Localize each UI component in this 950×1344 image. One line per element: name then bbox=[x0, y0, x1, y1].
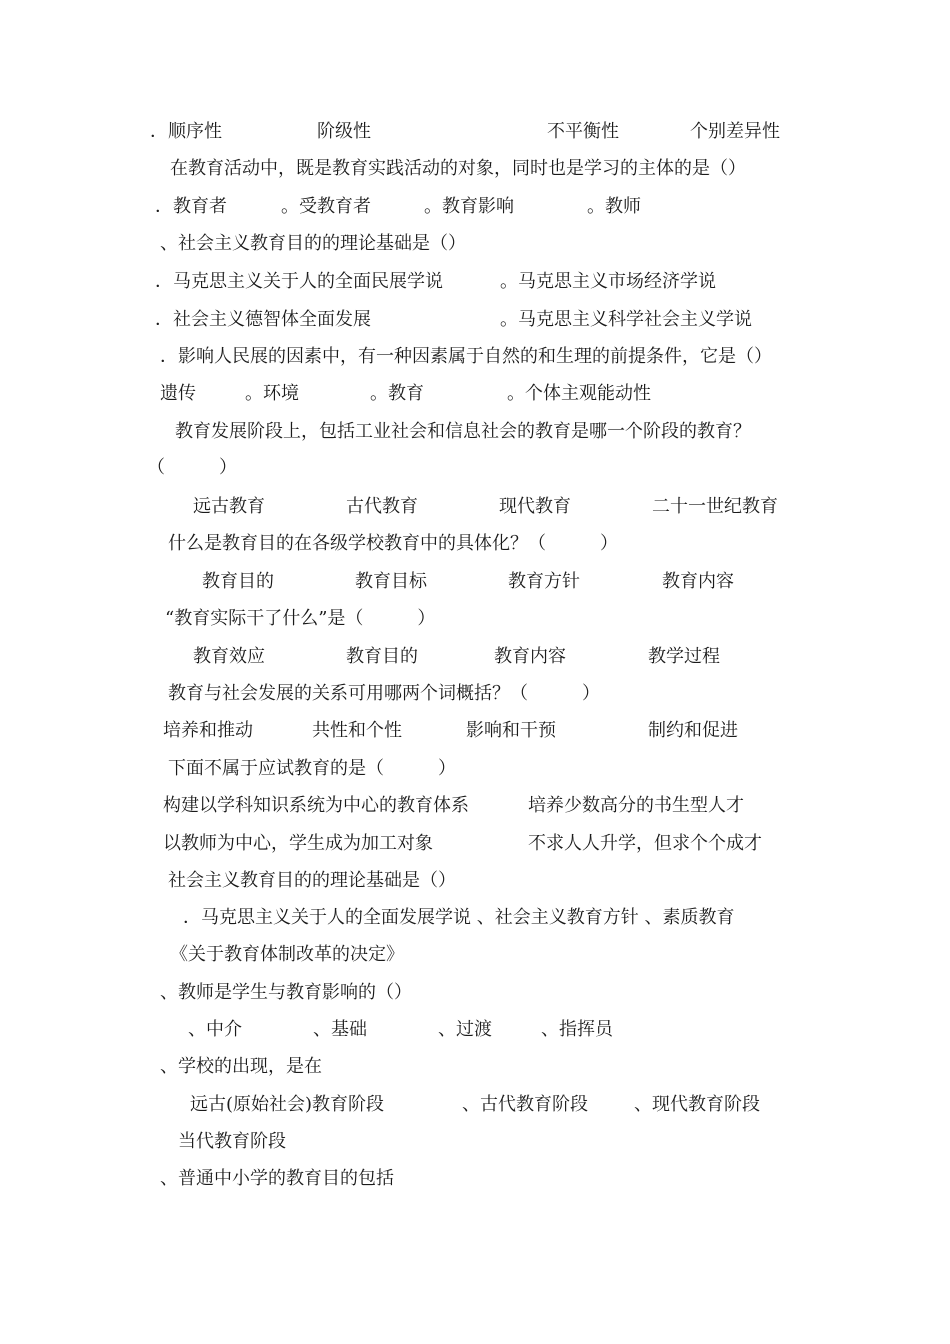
option-b: 古代教育 bbox=[346, 496, 418, 517]
option-a: ．马克思主义关于人的全面民展学说 bbox=[155, 271, 443, 292]
answer-blank: （ ） bbox=[147, 457, 237, 478]
option-a: ．教育者 bbox=[155, 196, 227, 217]
question-line: 在教育活动中，既是教育实践活动的对象，同时也是学习的主体的是（） bbox=[170, 158, 746, 179]
option-b: 、基础 bbox=[313, 1019, 367, 1040]
option-d: 、指挥员 bbox=[541, 1019, 613, 1040]
question-line: 、教师是学生与教育影响的（） bbox=[160, 982, 412, 1003]
question-line: 教育发展阶段上，包括工业社会和信息社会的教育是哪一个阶段的教育？ bbox=[175, 421, 751, 442]
option-b: 。马克思主义市场经济学说 bbox=[500, 271, 716, 292]
question-line: 教育与社会发展的关系可用哪两个词概括？（ ） bbox=[168, 683, 600, 704]
option-line: 当代教育阶段 bbox=[178, 1131, 286, 1152]
option-b: 。环境 bbox=[245, 383, 299, 404]
option-b: 培养少数高分的书生型人才 bbox=[528, 795, 744, 816]
option-a: 教育目的 bbox=[202, 571, 274, 592]
option-c: 教育方针 bbox=[508, 571, 580, 592]
option-c: 教育内容 bbox=[494, 646, 566, 667]
options-line: ．马克思主义关于人的全面发展学说 、社会主义教育方针 、素质教育 bbox=[183, 907, 735, 928]
option-d: 。教师 bbox=[587, 196, 641, 217]
option-a: ．顺序性 bbox=[150, 121, 222, 142]
option-d: 制约和促进 bbox=[648, 720, 738, 741]
option-c: 。教育影响 bbox=[424, 196, 514, 217]
option-b: 阶级性 bbox=[317, 121, 371, 142]
question-line: ．影响人民展的因素中，有一种因素属于自然的和生理的前提条件，它是（） bbox=[160, 346, 772, 367]
question-line: 、社会主义教育目的的理论基础是（） bbox=[160, 233, 466, 254]
option-d: 。马克思主义科学社会主义学说 bbox=[500, 309, 752, 330]
option-b: 共性和个性 bbox=[312, 720, 402, 741]
option-d: 不求人人升学，但求个个成才 bbox=[528, 833, 762, 854]
question-line: 、学校的出现，是在 bbox=[160, 1056, 322, 1077]
option-c: 。教育 bbox=[370, 383, 424, 404]
option-a: 、中介 bbox=[188, 1019, 242, 1040]
question-line: “教育实际干了什么”是（ ） bbox=[165, 608, 436, 629]
option-a: 培养和推动 bbox=[163, 720, 253, 741]
option-b: 教育目标 bbox=[355, 571, 427, 592]
option-d: 。个体主观能动性 bbox=[507, 383, 651, 404]
question-line: 、普通中小学的教育目的包括 bbox=[160, 1168, 394, 1189]
option-c: 、过渡 bbox=[438, 1019, 492, 1040]
option-b: 、古代教育阶段 bbox=[462, 1094, 588, 1115]
option-d: 教学过程 bbox=[648, 646, 720, 667]
option-c: 不平衡性 bbox=[547, 121, 619, 142]
option-d: 个别差异性 bbox=[690, 121, 780, 142]
option-c: ．社会主义德智体全面发展 bbox=[155, 309, 371, 330]
option-a: 远古教育 bbox=[193, 496, 265, 517]
option-line: 《关于教育体制改革的决定》 bbox=[170, 944, 404, 965]
option-c: 以教师为中心，学生成为加工对象 bbox=[163, 833, 433, 854]
option-a: 构建以学科知识系统为中心的教育体系 bbox=[163, 795, 469, 816]
option-a: 远古(原始社会)教育阶段 bbox=[190, 1094, 385, 1115]
option-b: 。受教育者 bbox=[281, 196, 371, 217]
option-d: 教育内容 bbox=[662, 571, 734, 592]
option-c: 现代教育 bbox=[499, 496, 571, 517]
option-c: 、现代教育阶段 bbox=[634, 1094, 760, 1115]
question-line: 什么是教育目的在各级学校教育中的具体化？（ ） bbox=[168, 533, 618, 554]
option-d: 二十一世纪教育 bbox=[652, 496, 778, 517]
question-line: 社会主义教育目的的理论基础是（） bbox=[168, 870, 456, 891]
option-b: 教育目的 bbox=[346, 646, 418, 667]
option-c: 影响和干预 bbox=[466, 720, 556, 741]
option-a: 遗传 bbox=[160, 383, 196, 404]
option-a: 教育效应 bbox=[193, 646, 265, 667]
question-line: 下面不属于应试教育的是（ ） bbox=[168, 758, 456, 779]
